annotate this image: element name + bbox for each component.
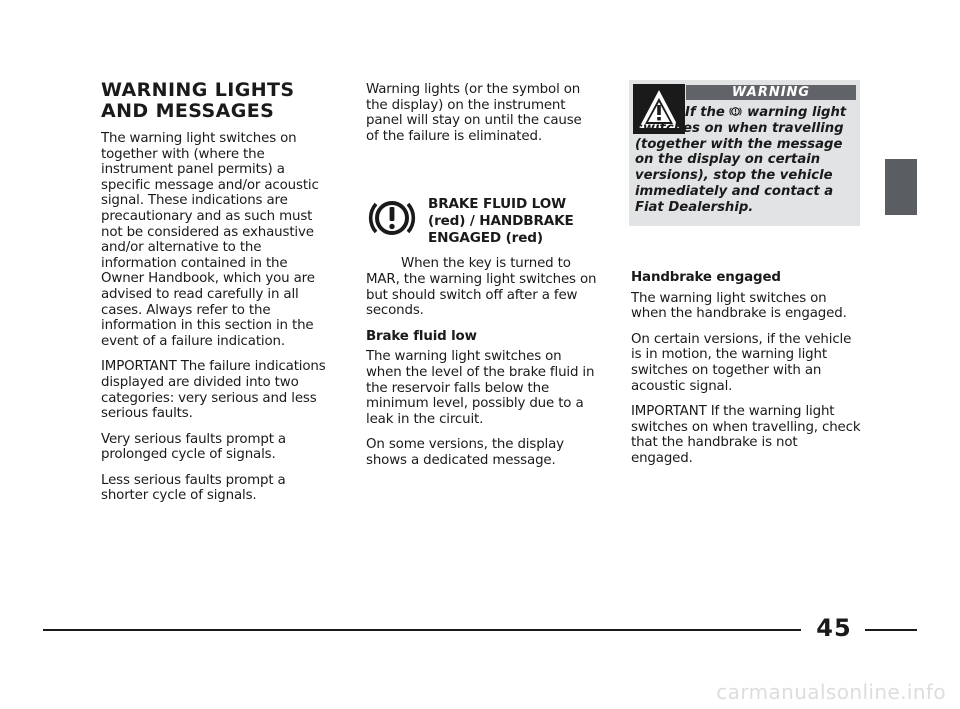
warning-label: WARNING xyxy=(686,85,856,100)
warning-text xyxy=(635,105,857,216)
warning-text-lead: If the xyxy=(685,105,725,120)
heading-line-2: AND MESSAGES xyxy=(101,100,275,122)
brake-warning-inline-icon xyxy=(729,105,742,118)
brake-symbol-block xyxy=(366,192,598,256)
page-number: 45 xyxy=(816,614,852,642)
warning-text-body: warning light switches on when travelling (together with the message on the display on certain versions), stop the vehicle immediately and contact a Fiat Dealership. xyxy=(635,105,847,215)
watermark: carmanualsonline.info xyxy=(716,680,946,704)
key-mar-paragraph: When the key is turned to MAR, the warning light switches on but should switch off after a few seconds. xyxy=(366,256,597,319)
section-heading xyxy=(101,80,333,122)
brake-fluid-heading: Brake fluid low xyxy=(366,328,477,344)
handbrake-paragraph-2: On certain versions, if the vehicle is in motion, the warning light switches on together with an acoustic signal. xyxy=(631,331,852,394)
right-column xyxy=(631,270,863,477)
symbol-title-line-3: ENGAGED (red) xyxy=(428,230,543,247)
footer-rule-right xyxy=(865,629,917,631)
middle-column xyxy=(366,82,598,479)
brake-symbol-title xyxy=(428,196,598,247)
serious-faults-paragraph: Very serious faults prompt a prolonged cycle of signals. xyxy=(101,431,286,463)
display-message-paragraph: On some versions, the display shows a dedicated message. xyxy=(366,437,564,468)
intro-paragraph: The warning light switches on together with (where the instrument panel permits) a specific message and/or acoustic signal. These indications are precautionary and as such must not be considered as exhaustive and/or alternative to the information contained in the Owner Handbook, which you are advised to read carefully in all cases. Always refer to the information in this section in the event of a failure indication. xyxy=(101,131,319,349)
warning-box xyxy=(629,80,860,226)
less-serious-faults-paragraph: Less serious faults prompt a shorter cycle of signals. xyxy=(101,472,286,504)
handbrake-heading: Handbrake engaged xyxy=(631,270,781,285)
symbol-title-line-2: (red) / HANDBRAKE xyxy=(428,213,574,230)
handbrake-paragraph-1: The warning light switches on when the handbrake is engaged. xyxy=(631,290,847,322)
warning-lights-intro: Warning lights (or the symbol on the display) on the instrument panel will stay on until the cause of the failure is eliminated. xyxy=(366,82,582,144)
important-paragraph: IMPORTANT The failure indications displayed are divided into two categories: very serious and less serious faults. xyxy=(101,359,326,422)
footer-rule-left xyxy=(43,629,801,631)
heading-line-1: WARNING LIGHTS xyxy=(101,79,295,101)
symbol-title-line-1: BRAKE FLUID LOW xyxy=(428,196,566,213)
section-tab-marker xyxy=(885,159,917,215)
handbrake-paragraph-3: IMPORTANT If the warning light switches on when travelling, check that the handbrake is not engaged. xyxy=(631,404,861,466)
left-column xyxy=(101,80,333,514)
brake-fluid-paragraph: The warning light switches on when the level of the brake fluid in the reservoir falls below the minimum level, possibly due to a leak in the circuit. xyxy=(366,349,595,427)
brake-warning-icon xyxy=(366,192,418,244)
